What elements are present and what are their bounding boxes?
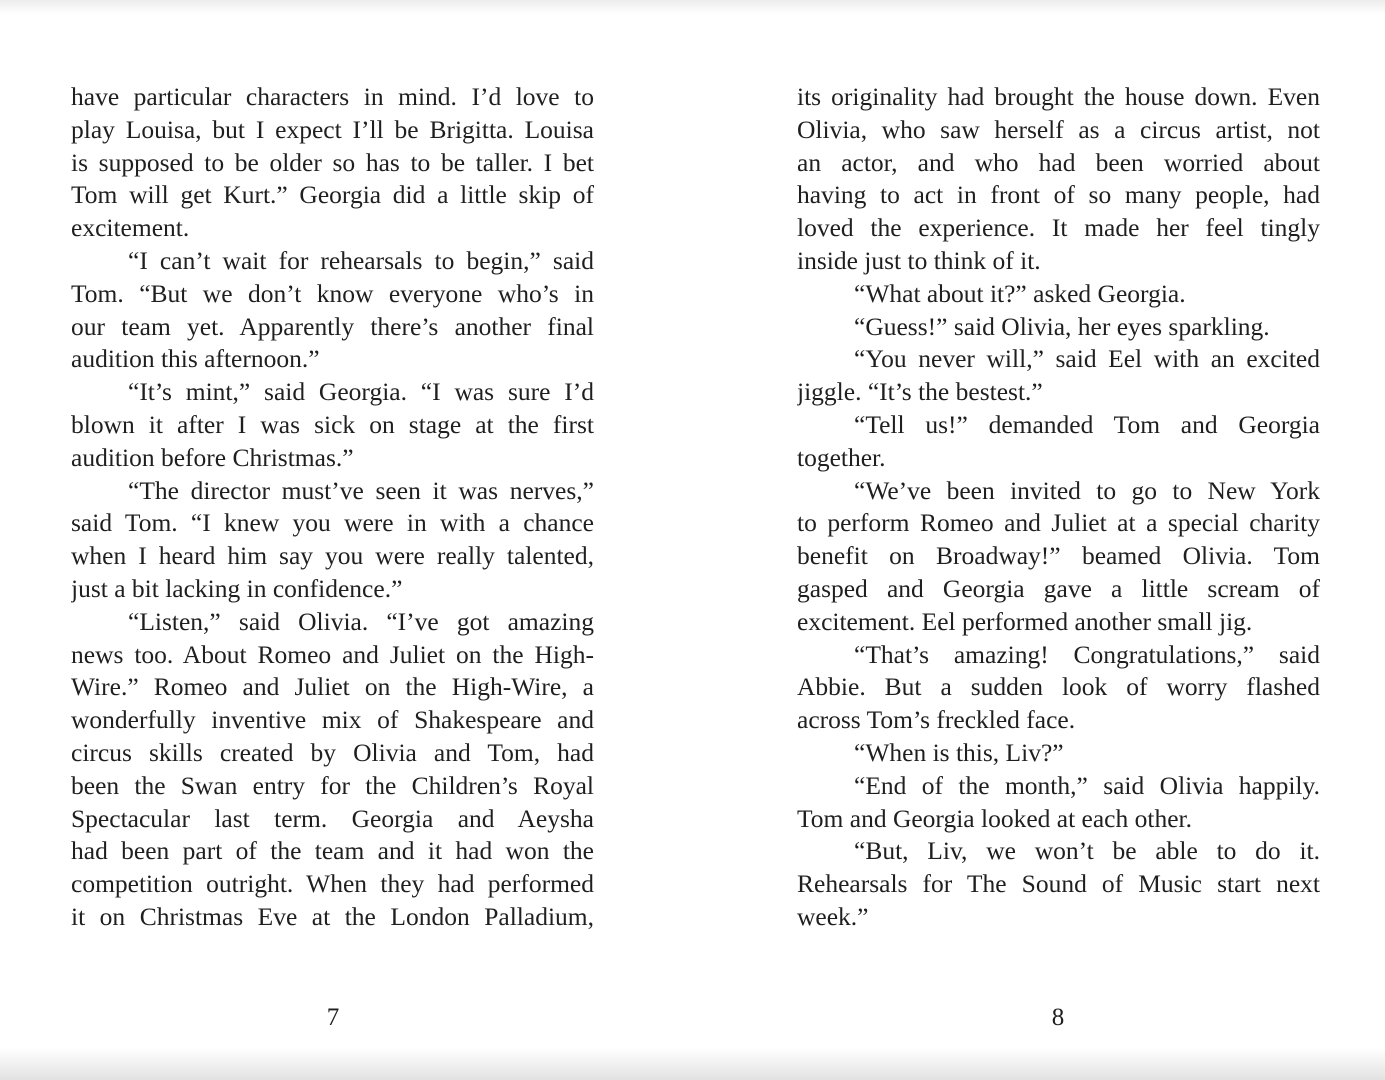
left-page-number: 7 [326, 1004, 340, 1031]
text-line: excitement. [71, 213, 190, 243]
text-line: inside just to think of it. [797, 245, 1041, 275]
text-line: Olivia, who saw herself as a circus artist, not [797, 114, 1320, 144]
text-line: “I can’t wait for rehearsals to begin,” said [128, 245, 594, 275]
text-line: audition before Christmas.” [71, 442, 354, 472]
text-line: “When is this, Liv?” [854, 737, 1064, 767]
text-line: “Tell us!” demanded Tom and Georgia [854, 409, 1320, 439]
text-line: having to act in front of so many people, had [797, 180, 1320, 210]
text-line: “The director must’ve seen it was nerves,” [128, 475, 594, 505]
text-line: to perform Romeo and Juliet at a special charity [797, 508, 1320, 538]
text-line: wonderfully inventive mix of Shakespeare and [71, 705, 594, 735]
text-line: Spectacular last term. Georgia and Aeysha [71, 803, 594, 833]
text-line: its originality had brought the house down. Even [797, 82, 1320, 111]
text-line: blown it after I was sick on stage at the first [71, 409, 594, 439]
text-line: said Tom. “I knew you were in with a chance [71, 508, 594, 538]
text-line: is supposed to be older so has to be taller. I bet [71, 147, 594, 177]
text-line: Tom and Georgia looked at each other. [797, 803, 1192, 833]
text-line: Rehearsals for The Sound of Music start next [797, 869, 1320, 899]
text-line: just a bit lacking in confidence.” [71, 573, 403, 603]
text-line: our team yet. Apparently there’s another final [71, 311, 594, 341]
text-line: together. [797, 442, 886, 472]
text-line: Abbie. But a sudden look of worry flashed [797, 672, 1320, 702]
text-line: competition outright. When they had performed [71, 869, 594, 899]
top-shadow [0, 0, 1385, 14]
text-line: when I heard him say you were really talented, [71, 541, 594, 571]
text-line: “Listen,” said Olivia. “I’ve got amazing [128, 606, 594, 636]
text-line: have particular characters in mind. I’d love to [71, 82, 594, 111]
text-line: “What about it?” asked Georgia. [854, 278, 1186, 308]
text-line: gasped and Georgia gave a little scream of [797, 573, 1320, 603]
left-page-text [71, 81, 594, 934]
text-line: news too. About Romeo and Juliet on the High- [71, 639, 594, 669]
text-line: across Tom’s freckled face. [797, 705, 1076, 735]
text-line: been the Swan entry for the Children’s Royal [71, 770, 594, 800]
text-line: audition this afternoon.” [71, 344, 320, 374]
bottom-shadow [0, 1048, 1385, 1080]
text-line: week.” [797, 901, 869, 931]
text-line: excitement. Eel performed another small jig. [797, 606, 1253, 636]
text-line: loved the experience. It made her feel tingly [797, 213, 1320, 243]
text-line: “You never will,” said Eel with an excited [854, 344, 1320, 374]
text-line: play Louisa, but I expect I’ll be Brigitta. Louisa [71, 114, 594, 144]
text-line: “We’ve been invited to go to New York [854, 475, 1320, 505]
text-line: jiggle. “It’s the bestest.” [797, 377, 1043, 407]
text-line: Wire.” Romeo and Juliet on the High-Wire, a [71, 672, 594, 702]
text-line: had been part of the team and it had won the [71, 836, 594, 866]
right-page-number: 8 [1051, 1004, 1065, 1031]
text-line: it on Christmas Eve at the London Palladium, [71, 901, 594, 931]
text-line: “End of the month,” said Olivia happily. [854, 770, 1320, 800]
text-line: Tom will get Kurt.” Georgia did a little skip of [71, 180, 594, 210]
right-page-text [797, 81, 1320, 934]
text-line: “Guess!” said Olivia, her eyes sparkling. [854, 311, 1270, 341]
text-line: “It’s mint,” said Georgia. “I was sure I’d [128, 377, 594, 407]
text-line: Tom. “But we don’t know everyone who’s in [71, 278, 594, 308]
text-line: an actor, and who had been worried about [797, 147, 1320, 177]
text-line: “That’s amazing! Congratulations,” said [854, 639, 1320, 669]
text-line: “But, Liv, we won’t be able to do it. [854, 836, 1320, 866]
text-line: circus skills created by Olivia and Tom, had [71, 737, 594, 767]
text-line: benefit on Broadway!” beamed Olivia. Tom [797, 541, 1320, 571]
